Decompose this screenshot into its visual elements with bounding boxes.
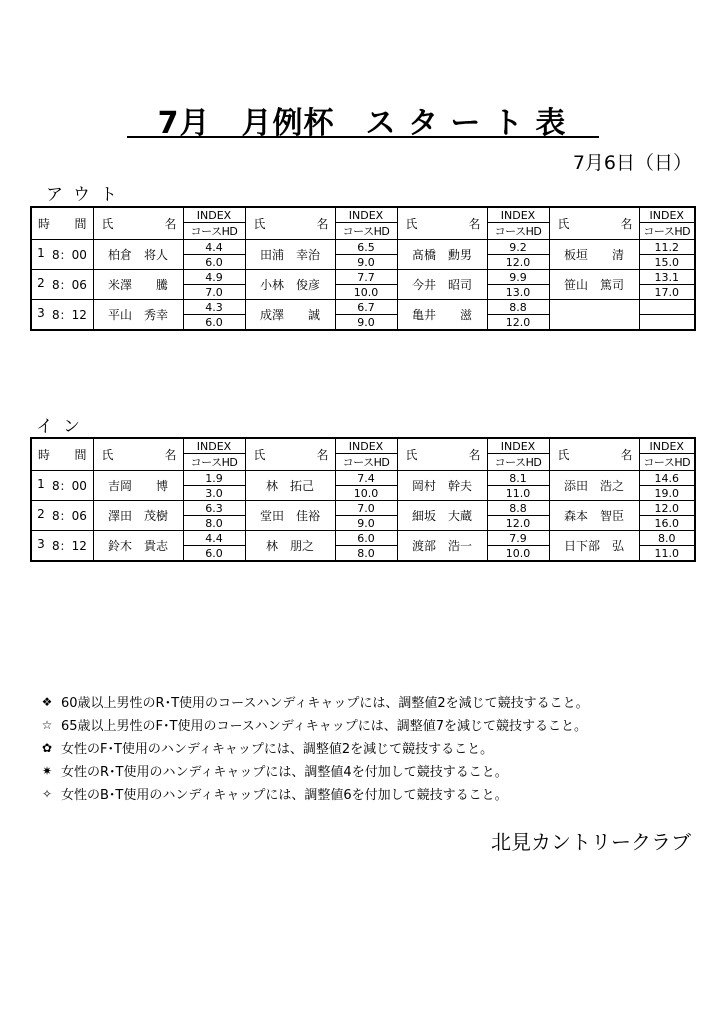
- index-header: INDEX: [487, 207, 549, 223]
- player-course-hd: 7.0: [183, 285, 245, 300]
- club-name: 北見カントリークラブ: [491, 830, 691, 854]
- player-name: 柏倉 将人: [93, 240, 183, 270]
- course-hd-header: コースHD: [639, 454, 695, 471]
- note-item: [33, 713, 589, 736]
- tee-time-cell: [31, 471, 93, 501]
- table-header-row: [31, 207, 695, 223]
- course-hd-header: コースHD: [639, 223, 695, 240]
- name-header: [549, 207, 639, 240]
- player-course-hd: 15.0: [639, 255, 695, 270]
- name-header-char: 名: [468, 448, 481, 462]
- note-item: [33, 759, 589, 782]
- name-header: [245, 207, 335, 240]
- player-name: 吉岡 博: [93, 471, 183, 501]
- name-header-char: 名: [316, 448, 329, 462]
- time-header-char: 時: [38, 448, 51, 462]
- player-course-hd: 16.0: [639, 516, 695, 531]
- player-course-hd: 12.0: [487, 516, 549, 531]
- player-course-hd: 13.0: [487, 285, 549, 300]
- page-title: 7月 月例杯 ス タ ー ト 表: [157, 106, 567, 141]
- player-index: 14.6: [639, 471, 695, 486]
- player-index: 8.0: [639, 531, 695, 546]
- player-name: 澤田 茂樹: [93, 501, 183, 531]
- player-course-hd: 8.0: [183, 516, 245, 531]
- note-item: [33, 690, 589, 713]
- name-header: [245, 438, 335, 471]
- player-name: 岡村 幹夫: [397, 471, 487, 501]
- note-marker-icon: ☆: [41, 717, 53, 732]
- name-header-char: 名: [164, 217, 177, 231]
- player-index: 9.2: [487, 240, 549, 255]
- player-course-hd: 9.0: [335, 315, 397, 331]
- note-text: 女性のB･T使用のハンディキャップには、調整値6を付加して競技すること。: [61, 788, 508, 803]
- player-course-hd: 9.0: [335, 516, 397, 531]
- name-header-char: 名: [468, 217, 481, 231]
- tee-time-cell: [31, 300, 93, 331]
- player-name: 森本 智臣: [549, 501, 639, 531]
- player-name: 細坂 大蔵: [397, 501, 487, 531]
- course-hd-header: コースHD: [487, 454, 549, 471]
- table-row: [31, 240, 695, 255]
- player-course-hd: 6.0: [183, 546, 245, 562]
- player-index: 9.9: [487, 270, 549, 285]
- note-text: 女性のR･T使用のハンディキャップには、調整値4を付加して競技すること。: [61, 765, 508, 780]
- table-row: [31, 501, 695, 516]
- note-marker-icon: ❖: [41, 694, 53, 709]
- player-name: [549, 300, 639, 331]
- time-header-char: 間: [74, 448, 87, 462]
- player-name: 小林 俊彦: [245, 270, 335, 300]
- player-index: 4.4: [183, 240, 245, 255]
- player-name: 渡部 浩一: [397, 531, 487, 562]
- index-header: INDEX: [335, 207, 397, 223]
- player-index: 4.4: [183, 531, 245, 546]
- note-marker-icon: ✷: [41, 763, 53, 778]
- time-header: [31, 438, 93, 471]
- player-course-hd: 6.0: [183, 315, 245, 331]
- player-name: 板垣 清: [549, 240, 639, 270]
- player-name: 堂田 佳裕: [245, 501, 335, 531]
- player-course-hd: 17.0: [639, 285, 695, 300]
- tee-time-cell: [31, 270, 93, 300]
- player-name: 亀井 滋: [397, 300, 487, 331]
- group-number: 2: [37, 507, 45, 521]
- time-header: [31, 207, 93, 240]
- name-header-char: 名: [316, 217, 329, 231]
- tee-time-cell: [31, 531, 93, 562]
- player-course-hd: 9.0: [335, 255, 397, 270]
- name-header: [397, 438, 487, 471]
- group-number: 3: [37, 537, 45, 551]
- player-index: 7.7: [335, 270, 397, 285]
- table-row: [31, 471, 695, 486]
- name-header-char: 氏: [101, 217, 114, 231]
- player-index: 4.9: [183, 270, 245, 285]
- player-course-hd: 10.0: [487, 546, 549, 562]
- index-header: INDEX: [183, 438, 245, 454]
- player-index: 7.9: [487, 531, 549, 546]
- player-index: 8.8: [487, 501, 549, 516]
- name-header-char: 名: [164, 448, 177, 462]
- player-index: 8.8: [487, 300, 549, 315]
- note-text: 60歳以上男性のR･T使用のコースハンディキャップには、調整値2を減じて競技すること。: [61, 696, 589, 711]
- table-header-row: [31, 438, 695, 454]
- tee-time: 8：06: [52, 278, 87, 292]
- player-course-hd: 10.0: [335, 285, 397, 300]
- player-name: 日下部 弘: [549, 531, 639, 562]
- name-header-char: 氏: [405, 217, 418, 231]
- player-name: 米澤 騰: [93, 270, 183, 300]
- course-hd-header: コースHD: [183, 223, 245, 240]
- index-header: INDEX: [639, 438, 695, 454]
- section-label-in: イン: [36, 417, 90, 437]
- notes-list: [33, 690, 589, 805]
- start-table-out: [30, 206, 696, 331]
- note-marker-icon: ✧: [41, 786, 53, 801]
- player-index: 8.1: [487, 471, 549, 486]
- index-header: INDEX: [639, 207, 695, 223]
- table-row: [31, 300, 695, 315]
- player-index: [639, 300, 695, 315]
- tee-time: 8：06: [52, 509, 87, 523]
- name-header: [93, 438, 183, 471]
- name-header-char: 氏: [101, 448, 114, 462]
- name-header-char: 氏: [557, 217, 570, 231]
- note-item: [33, 782, 589, 805]
- player-index: 6.5: [335, 240, 397, 255]
- player-name: 田浦 幸治: [245, 240, 335, 270]
- player-index: 1.9: [183, 471, 245, 486]
- player-index: 7.4: [335, 471, 397, 486]
- name-header-char: 氏: [253, 448, 266, 462]
- player-name: 林 拓己: [245, 471, 335, 501]
- name-header: [93, 207, 183, 240]
- player-course-hd: 12.0: [487, 255, 549, 270]
- player-name: 笹山 篤司: [549, 270, 639, 300]
- player-course-hd: 8.0: [335, 546, 397, 562]
- tee-time: 8：12: [52, 539, 87, 553]
- player-course-hd: 11.0: [487, 486, 549, 501]
- player-index: 12.0: [639, 501, 695, 516]
- player-name: 今井 昭司: [397, 270, 487, 300]
- start-table-in: [30, 437, 696, 562]
- time-header-char: 時: [38, 217, 51, 231]
- player-course-hd: 10.0: [335, 486, 397, 501]
- player-index: 6.3: [183, 501, 245, 516]
- player-index: 7.0: [335, 501, 397, 516]
- title-underline: [127, 136, 599, 138]
- name-header: [397, 207, 487, 240]
- player-course-hd: 6.0: [183, 255, 245, 270]
- player-course-hd: [639, 315, 695, 331]
- note-marker-icon: ✿: [41, 740, 53, 755]
- tee-time: 8：00: [52, 479, 87, 493]
- player-index: 11.2: [639, 240, 695, 255]
- course-hd-header: コースHD: [183, 454, 245, 471]
- player-name: 平山 秀幸: [93, 300, 183, 331]
- name-header-char: 氏: [405, 448, 418, 462]
- player-name: 髙橋 勳男: [397, 240, 487, 270]
- name-header-char: 氏: [253, 217, 266, 231]
- player-course-hd: 11.0: [639, 546, 695, 562]
- tee-time: 8：12: [52, 308, 87, 322]
- name-header: [549, 438, 639, 471]
- player-index: 4.3: [183, 300, 245, 315]
- name-header-char: 氏: [557, 448, 570, 462]
- player-name: 添田 浩之: [549, 471, 639, 501]
- player-course-hd: 19.0: [639, 486, 695, 501]
- tee-time-cell: [31, 240, 93, 270]
- player-course-hd: 12.0: [487, 315, 549, 331]
- note-item: [33, 736, 589, 759]
- player-course-hd: 3.0: [183, 486, 245, 501]
- player-name: 鈴木 貴志: [93, 531, 183, 562]
- table-row: [31, 531, 695, 546]
- group-number: 1: [37, 477, 45, 491]
- player-name: 成澤 誠: [245, 300, 335, 331]
- name-header-char: 名: [620, 448, 633, 462]
- note-text: 女性のF･T使用のハンディキャップには、調整値2を減じて競技すること。: [61, 742, 494, 757]
- index-header: INDEX: [335, 438, 397, 454]
- course-hd-header: コースHD: [335, 454, 397, 471]
- section-label-out: アウト: [46, 185, 127, 205]
- tee-time-cell: [31, 501, 93, 531]
- name-header-char: 名: [620, 217, 633, 231]
- player-index: 6.0: [335, 531, 397, 546]
- group-number: 1: [37, 246, 45, 260]
- tee-time: 8：00: [52, 248, 87, 262]
- group-number: 2: [37, 276, 45, 290]
- note-text: 65歳以上男性のF･T使用のコースハンディキャップには、調整値7を減じて競技すること。: [61, 719, 588, 734]
- player-index: 13.1: [639, 270, 695, 285]
- player-index: 6.7: [335, 300, 397, 315]
- index-header: INDEX: [183, 207, 245, 223]
- index-header: INDEX: [487, 438, 549, 454]
- group-number: 3: [37, 306, 45, 320]
- event-date: 7月6日（日）: [572, 152, 692, 174]
- course-hd-header: コースHD: [335, 223, 397, 240]
- table-row: [31, 270, 695, 285]
- player-name: 林 朋之: [245, 531, 335, 562]
- course-hd-header: コースHD: [487, 223, 549, 240]
- time-header-char: 間: [74, 217, 87, 231]
